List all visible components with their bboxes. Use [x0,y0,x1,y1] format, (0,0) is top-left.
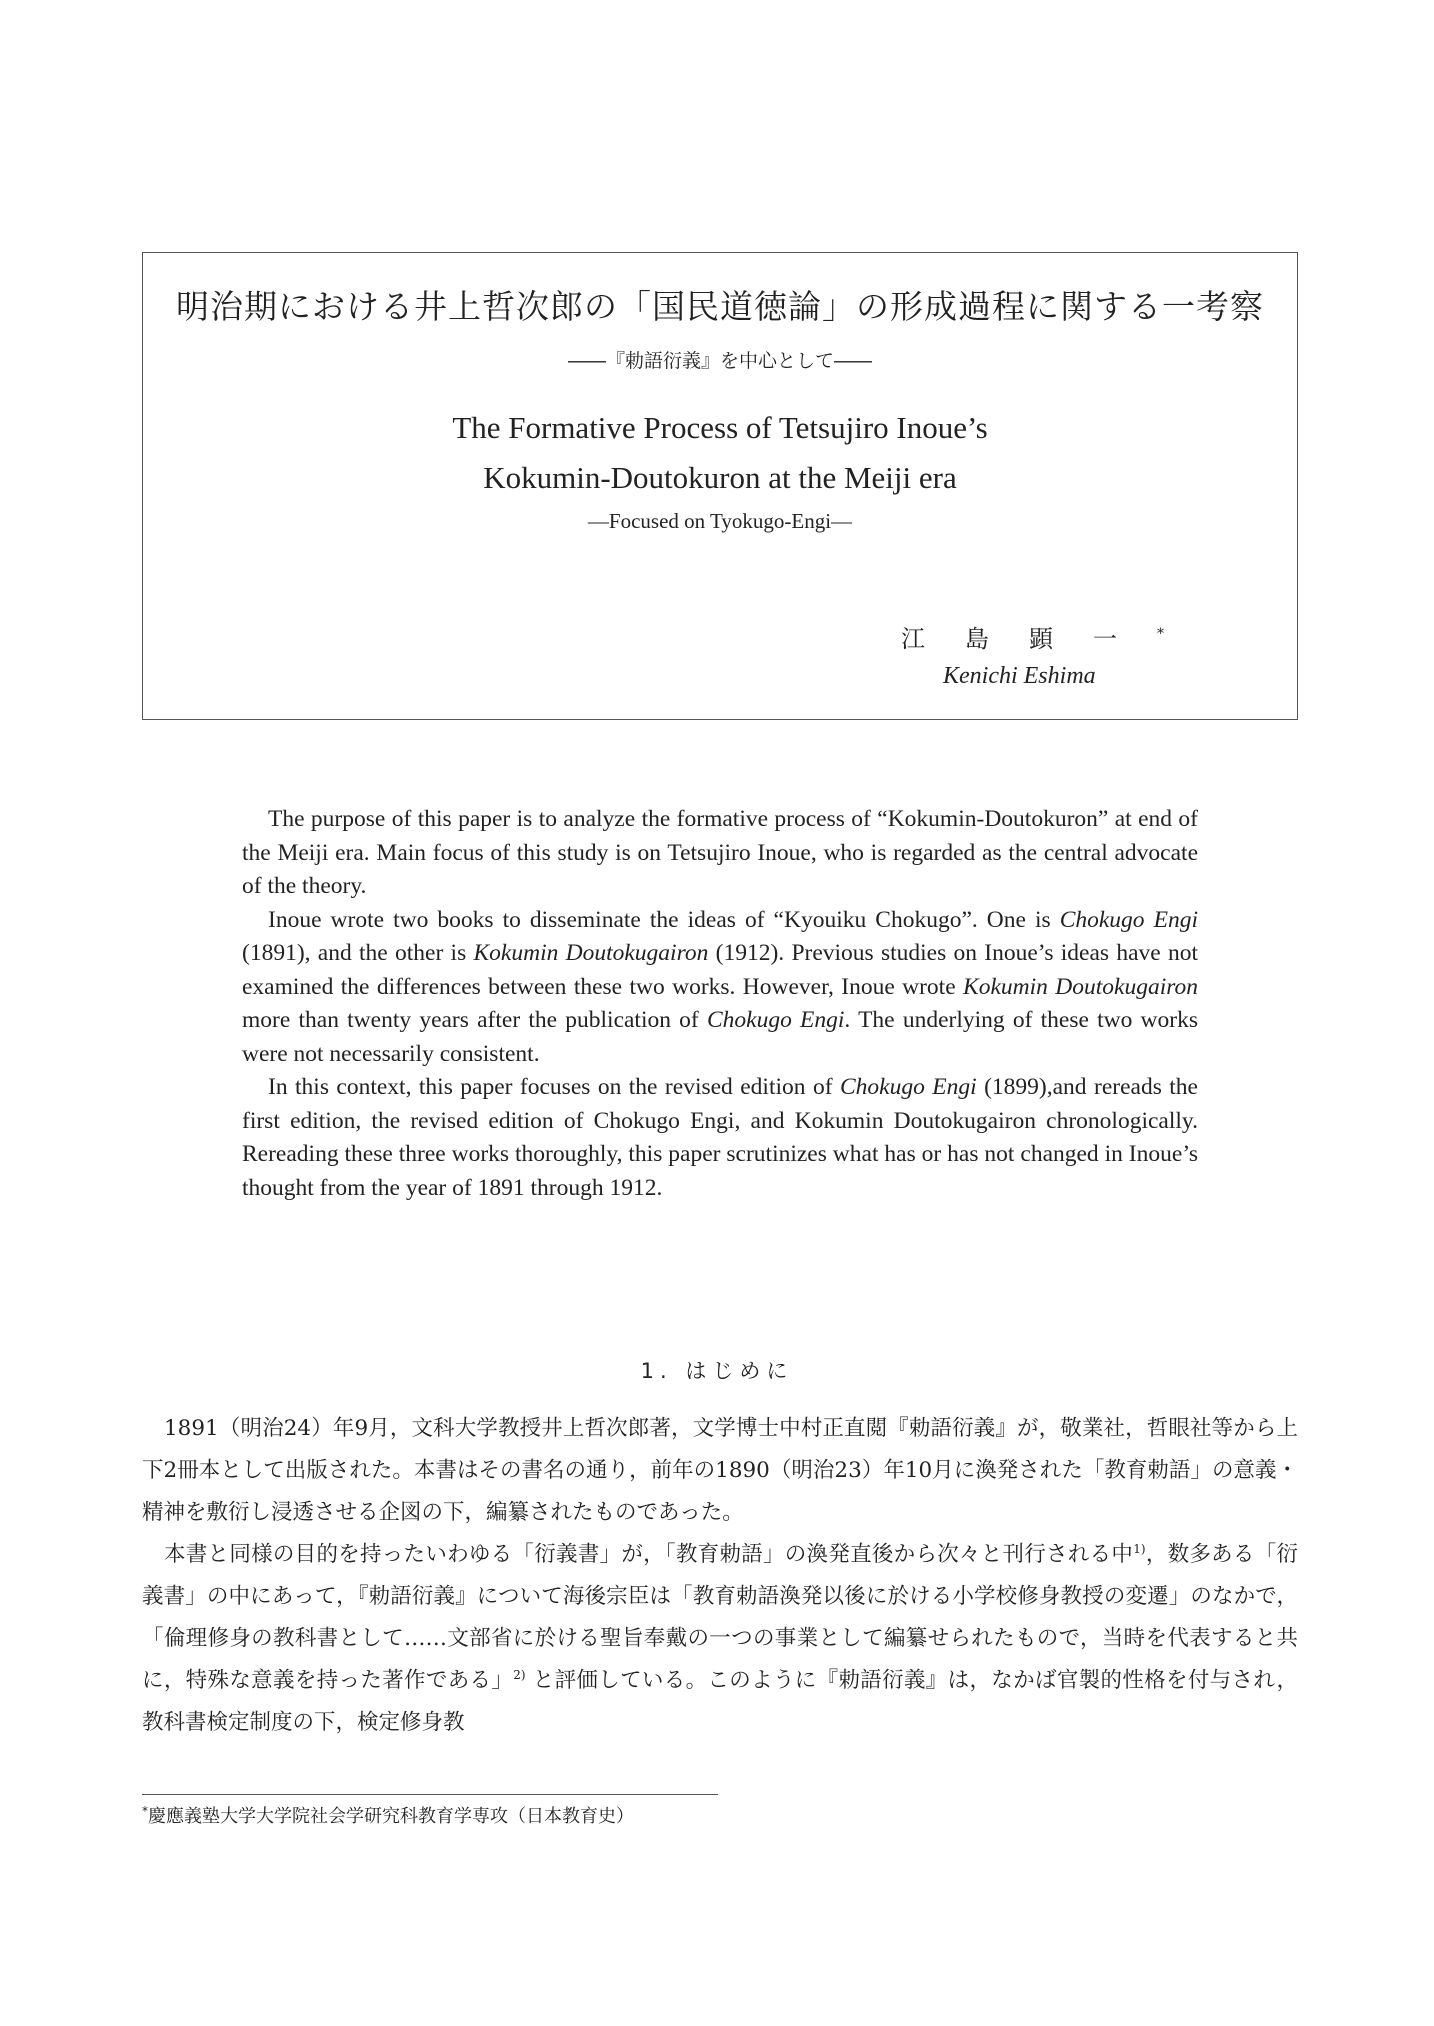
footnote-reference: 2) [513,1667,526,1682]
body-text [142,1408,1298,1744]
author-affiliation-mark: * [1157,626,1164,642]
book-title-italic: Kokumin Doutokugairon [963,973,1198,1000]
english-title-line-2: Kokumin-Doutokuron at the Meiji era [483,460,957,495]
book-title-italic: Chokugo Engi [1059,906,1198,933]
author-name-japanese [901,619,1164,654]
footnote-reference: 1) [1133,1541,1146,1556]
abstract-text: Inoue wrote two books to disseminate the ideas of “Kyouiku Chokugo”. One is [268,906,1060,933]
footnote [142,1802,634,1828]
body-paragraph-1: 1891（明治24）年9月，文科大学教授井上哲次郎著，文学博士中村正直閲『勅語衍義』が，敬業社，哲眼社等から上下2冊本として出版された。本書はその書名の通り，前年の1890（明治23）年10月に渙発された「教育勅語」の意義・精神を敷衍し浸透させる企図の下，編纂されたものであった。 [142,1416,1298,1525]
author-name-english: Kenichi Eshima [943,663,1096,689]
english-subtitle: ―Focused on Tyokugo-Engi― [587,509,853,533]
abstract-text: (1891), and the other is [242,940,474,966]
abstract-text: more than twenty years after the publication of [242,1007,707,1033]
abstract-text: (1912). Previous studies on Inoue’s ideas have not examined the differences between these two works. However, Inoue wrote [242,940,1198,1000]
abstract-text: In this context, this paper focuses on the revised edition of [268,1074,840,1100]
abstract-text: (1899),and rereads the first edition, the revised edition of Chokugo Engi, and Kokumin Doutokugairon chronologically. Rereading these three works thoroughly, this paper scrutinizes what has or has not changed in Inoue’s thought from the year of 1891 through 1912. [242,1074,1198,1201]
title-box [142,252,1298,720]
body-paragraph-2 [142,1534,1298,1744]
abstract-text: . The underlying of these two works were not necessarily consistent. [242,1007,1198,1067]
section-heading: 1. はじめに [640,1359,794,1383]
abstract-paragraph-2 [242,904,1198,1072]
body-text-run: 本書と同様の目的を持ったいわゆる「衍義書」が，「教育勅語」の渙発直後から次々と刊行される中 [164,1542,1134,1567]
book-title-italic: Kokumin Doutokugairon [473,940,709,966]
abstract [242,803,1198,1205]
abstract-paragraph-3 [242,1071,1198,1205]
body-text-run: と評価している。このように『勅語衍義』は，なかば官製的性格を付与され，教科書検定制度の下，検定修身教 [142,1668,1298,1735]
book-title-italic: Chokugo Engi [839,1074,977,1100]
japanese-subtitle: ――『勅語衍義』を中心として―― [567,350,872,372]
footnote-divider [142,1794,718,1795]
author-name-japanese-text: 江島顕一 [901,625,1157,653]
english-title-line-1: The Formative Process of Tetsujiro Inoue’s [452,410,988,445]
abstract-paragraph-1: The purpose of this paper is to analyze the formative process of “Kokumin-Doutokuron” at end of the Meiji era. Main focus of this study is on Tetsujiro Inoue, who is regarded as the central advocate of the theory. [242,806,1198,899]
body-text-run: ，数多ある「衍義書」の中にあって，『勅語衍義』について海後宗臣は「教育勅語渙発以後に於ける小学校修身教授の変遷」のなかで，「倫理修身の教科書として……文部省に於ける聖旨奉戴の一つの事業として編纂せられたもので，当時を代表すると共に，特殊な意義を持った著作である」 [142,1542,1298,1693]
footnote-text: 慶應義塾大学大学院社会学研究科教育学専攻（日本教育史） [148,1806,634,1827]
english-title [143,403,1297,503]
book-title-italic: Chokugo Engi [706,1007,845,1033]
footnote-mark: * [142,1804,148,1818]
japanese-title: 明治期における井上哲次郎の「国民道徳論」の形成過程に関する一考察 [176,287,1264,326]
